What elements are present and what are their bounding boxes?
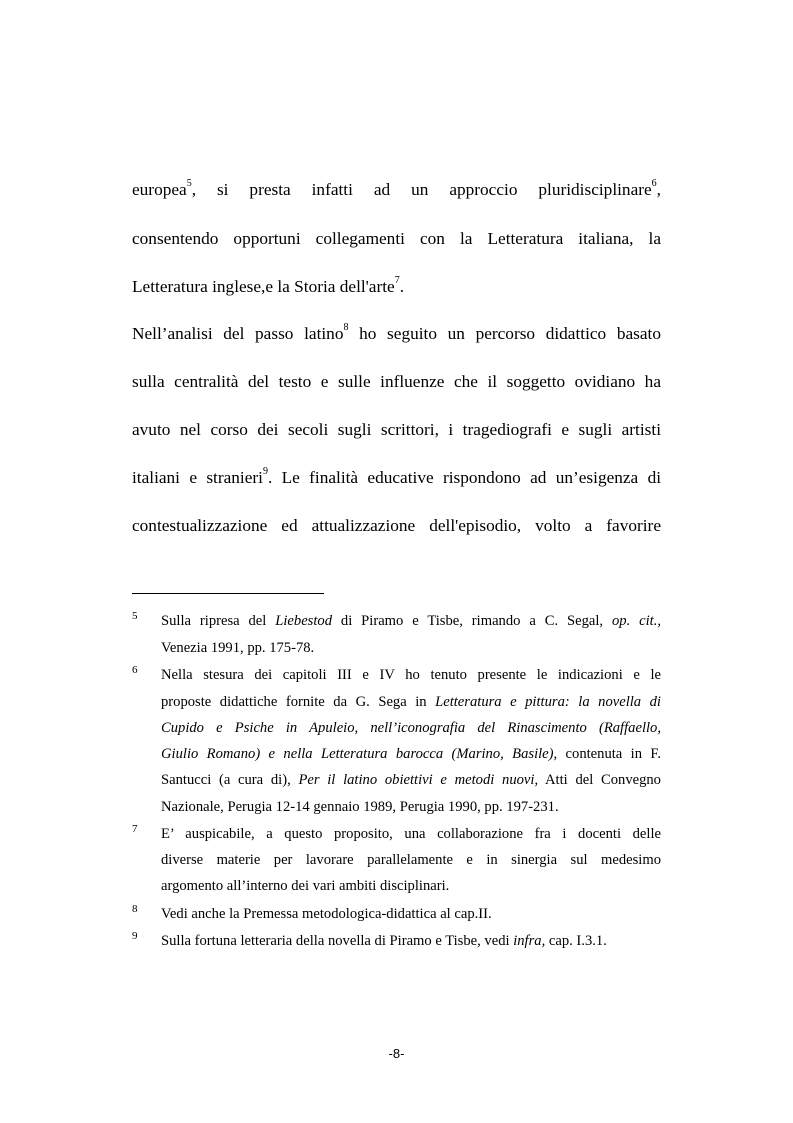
footnote-6-line-1: Nella stesura dei capitoli III e IV ho tenuto presente le indicazioni e le xyxy=(161,667,661,683)
footnote-ref-9[interactable]: 9 xyxy=(262,466,268,478)
footnote-number-5: 5 xyxy=(132,610,138,622)
body-line-4: Nell’analisi del passo latino$^8$ ho seguito un percorso didattico basato xyxy=(132,322,661,343)
footnote-6-line-4: Giulio Romano) e nella Letteratura barocca (Marino, Basile), contenuta in F. xyxy=(161,746,661,762)
footnote-ref-6[interactable]: 6 xyxy=(651,178,657,190)
footnote-number-8: 8 xyxy=(132,903,138,915)
footnote-separator xyxy=(132,593,324,594)
body-line-1: europea$^5$, si presta infatti ad un approccio pluridisciplinare$^6$, xyxy=(132,178,661,199)
footnote-6-line-6: Nazionale, Perugia 12-14 gennaio 1989, Perugia 1990, pp. 197-231. xyxy=(161,799,559,815)
footnote-number-9: 9 xyxy=(132,930,138,942)
body-line-3: Letteratura inglese,e la Storia dell'arte$^7$. xyxy=(132,275,405,296)
footnote-6-line-3: Cupido e Psiche in Apuleio, nell’iconografia del Rinascimento (Raffaello, xyxy=(161,720,661,736)
footnote-6-line-5: Santucci (a cura di), Per il latino obiettivi e metodi nuovi, Atti del Convegno xyxy=(161,772,661,788)
footnote-6-line-2: proposte didattiche fornite da G. Sega in Letteratura e pittura: la novella di xyxy=(161,694,661,710)
footnote-5-line-2: Venezia 1991, pp. 175-78. xyxy=(161,640,315,656)
footnote-ref-5[interactable]: 5 xyxy=(186,178,192,190)
footnote-9-line-1: Sulla fortuna letteraria della novella di Piramo e Tisbe, vedi infra, cap. I.3.1. xyxy=(161,933,607,949)
footnote-ref-7[interactable]: 7 xyxy=(394,275,400,287)
footnote-7-line-1: E’ auspicabile, a questo proposito, una collaborazione fra i docenti delle xyxy=(161,826,661,842)
body-line-7: italiani e stranieri$^9$. Le finalità educative rispondono ad un’esigenza di xyxy=(132,466,662,487)
footnote-8-line-1: Vedi anche la Premessa metodologica-didattica al cap.II. xyxy=(161,906,492,922)
footnote-number-6: 6 xyxy=(132,664,138,676)
body-line-8: contestualizzazione ed attualizzazione dell'episodio, volto a favorire xyxy=(132,516,661,535)
body-line-5: sulla centralità del testo e sulle influenze che il soggetto ovidiano ha xyxy=(132,372,661,391)
footnote-ref-8[interactable]: 8 xyxy=(343,322,349,334)
footnote-7-line-2: diverse materie per lavorare parallelamente e in sinergia sul medesimo xyxy=(161,852,661,868)
footnote-5-line-1: Sulla ripresa del Liebestod di Piramo e Tisbe, rimando a C. Segal, op. cit., xyxy=(161,613,661,629)
page-number: -8- xyxy=(388,1046,405,1061)
footnote-number-7: 7 xyxy=(132,823,138,835)
footnote-7-line-3: argomento all’interno dei vari ambiti disciplinari. xyxy=(161,878,450,894)
body-line-6: avuto nel corso dei secoli sugli scrittori, i tragediografi e sugli artisti xyxy=(132,420,661,439)
body-line-2: consentendo opportuni collegamenti con la Letteratura italiana, la xyxy=(132,229,661,248)
